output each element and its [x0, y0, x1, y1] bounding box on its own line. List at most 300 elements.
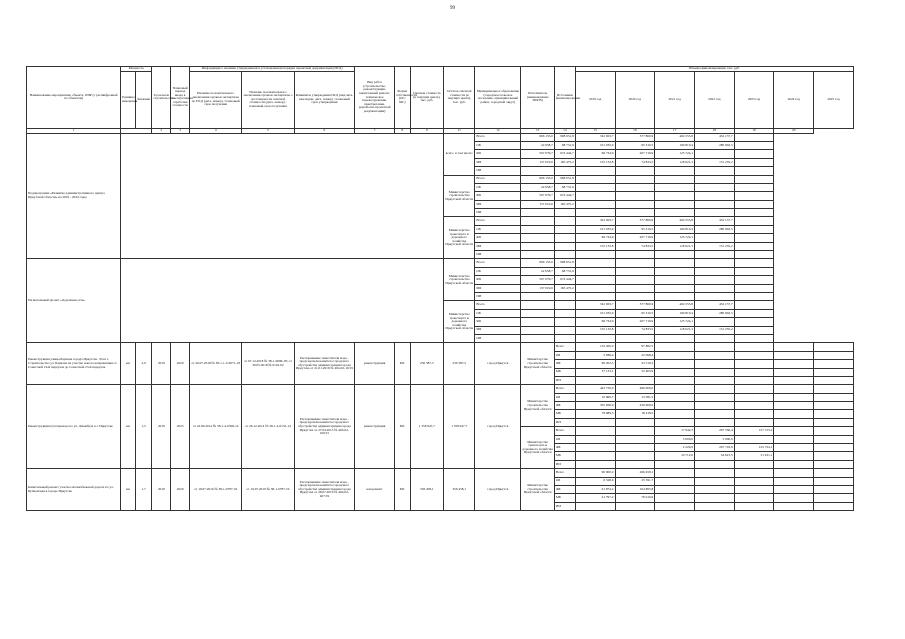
- amount-cell: [554, 251, 575, 259]
- executor-cell: Министерство строительства Иркутской области: [444, 259, 475, 301]
- amount-cell: 266 458,1: [615, 469, 655, 477]
- amount-cell: 23 510,2: [615, 360, 655, 368]
- remaining-cell: 356 458,1: [444, 469, 475, 511]
- col-num: 12: [475, 128, 521, 133]
- amount-cell: [655, 494, 695, 502]
- amount-cell: 155 133,8: [575, 242, 615, 250]
- amount-cell: [694, 192, 734, 200]
- amount-cell: [694, 284, 734, 292]
- amount-cell: 432 137,7: [694, 133, 734, 141]
- amount-cell: [655, 485, 695, 493]
- amount-cell: 666 155,0: [521, 133, 554, 141]
- amount-cell: 507 076,7: [521, 276, 554, 284]
- amount-cell: [694, 477, 734, 485]
- amount-cell: [814, 360, 854, 368]
- amount-cell: 165 475,2: [554, 158, 575, 166]
- amount-cell: [734, 485, 774, 493]
- hdr-remaining: Остаток сметной стоимости (в текущих ценах), тыс. руб.: [444, 67, 475, 129]
- amount-cell: [734, 183, 774, 191]
- amount-cell: [521, 301, 554, 309]
- amount-cell: 5 000,0: [694, 435, 734, 443]
- ownership-cell: МС: [394, 343, 410, 385]
- amount-cell: [575, 192, 615, 200]
- expertise-cell: от 22.09.2014 № 38-1-4-0309-14: [190, 385, 242, 469]
- amount-cell: [694, 150, 734, 158]
- approval-cell: Распоряжение заместителя мэра - председателя комитета городского обустройства администрации города Иркутска от 27.04.2015 № 404-02-106/15: [294, 385, 355, 469]
- amount-cell: [694, 469, 734, 477]
- amount-cell: [694, 376, 734, 384]
- amount-cell: 137 019,6: [521, 158, 554, 166]
- amount-cell: [575, 460, 615, 468]
- amount-cell: [615, 167, 655, 175]
- amount-cell: [814, 502, 854, 510]
- amount-cell: [694, 209, 734, 217]
- amount-cell: [575, 284, 615, 292]
- amount-cell: [615, 444, 655, 452]
- amount-cell: 404 555,8: [655, 301, 695, 309]
- amount-cell: 674 444,7: [554, 276, 575, 284]
- hdr-funding: Объемы финансирования, тыс. руб.: [575, 67, 853, 72]
- amount-cell: [655, 360, 695, 368]
- cost-expertise-cell: от 07.12.2018 № 38-1-0099-18; от 30.05.2018 № 0116-02: [242, 343, 294, 385]
- hdr-pd-positive: Наличие положительного заключения органов экспертизы по ПСД (дата, номер) / плановый срок получения: [190, 71, 242, 128]
- amount-cell: [734, 360, 774, 368]
- cost-expertise-cell: от 26.12.2014 № 38-1-4-0152-14: [242, 385, 294, 469]
- amount-cell: [734, 318, 774, 326]
- amount-cell: 280 902,5: [694, 225, 734, 233]
- amount-cell: [734, 200, 774, 208]
- amount-cell: [554, 318, 575, 326]
- amount-cell: 666 155,0: [521, 175, 554, 183]
- amount-cell: [694, 393, 734, 401]
- amount-cell: [655, 502, 695, 510]
- amount-cell: 908 651,8: [554, 259, 575, 267]
- source-cell: МБ: [554, 494, 575, 502]
- source-cell: Всего: [475, 259, 521, 267]
- amount-cell: 68 731,9: [554, 141, 575, 149]
- source-cell: МБ: [554, 452, 575, 460]
- estimate-cell: 356 458,1: [410, 469, 443, 511]
- funding-table-sheet: [26, 66, 854, 511]
- source-cell: ФБ: [475, 150, 521, 158]
- amount-cell: 207 716,9: [615, 318, 655, 326]
- col-num: 15: [575, 128, 615, 133]
- col-num: 20: [774, 128, 814, 133]
- amount-cell: [814, 402, 854, 410]
- amount-cell: [615, 427, 655, 435]
- amount-cell: [734, 217, 774, 225]
- amount-cell: [734, 141, 774, 149]
- approval-cell: Распоряжение заместителя мэра - председателя комитета городского обустройства администрации города Иркутска от 21.01.2019 № 404-02-10/19: [294, 343, 355, 385]
- amount-cell: [814, 393, 854, 401]
- amount-cell: 322 903,7: [575, 133, 615, 141]
- amount-cell: [694, 402, 734, 410]
- amount-cell: [814, 368, 854, 376]
- unit-cell: км: [121, 343, 136, 385]
- hdr-pd-group: Информация о наличии утвержденной в установленном порядке проектной документации (ПСД): [190, 67, 355, 72]
- amount-cell: [734, 133, 774, 141]
- source-cell: ФБ: [475, 318, 521, 326]
- hdr-municipality: Муниципальное образование (городское/сельское поселение, муниципальный район, городской округ): [475, 67, 521, 129]
- amount-cell: [655, 292, 695, 300]
- amount-cell: [655, 343, 695, 351]
- amount-cell: [655, 267, 695, 275]
- source-cell: МБ: [475, 200, 521, 208]
- amount-cell: 460 000,0: [615, 385, 655, 393]
- amount-cell: [814, 343, 854, 351]
- amount-cell: [694, 167, 734, 175]
- hdr-year-2023: 2023 год: [734, 71, 774, 128]
- source-cell: МБ: [475, 242, 521, 250]
- amount-cell: [521, 292, 554, 300]
- amount-cell: [774, 444, 814, 452]
- amount-cell: [734, 334, 774, 342]
- municipality-cell: город Иркутск: [475, 385, 521, 469]
- col-num: 18: [694, 128, 734, 133]
- table-row: [27, 343, 854, 351]
- amount-cell: [814, 477, 854, 485]
- unit-cell: км: [121, 469, 136, 511]
- amount-cell: [655, 259, 695, 267]
- amount-cell: [615, 502, 655, 510]
- amount-cell: 322 903,7: [575, 301, 615, 309]
- amount-cell: 125 724,1: [655, 234, 695, 242]
- amount-cell: [694, 200, 734, 208]
- amount-cell: [655, 402, 695, 410]
- amount-cell: [694, 351, 734, 359]
- amount-cell: [694, 410, 734, 418]
- funding-table: [26, 66, 854, 511]
- amount-cell: 68 731,9: [554, 183, 575, 191]
- amount-cell: [615, 452, 655, 460]
- amount-cell: [774, 452, 814, 460]
- amount-cell: [575, 292, 615, 300]
- amount-cell: 13 581,5: [615, 393, 655, 401]
- hdr-year-2024: 2024 год: [774, 71, 814, 128]
- amount-cell: [521, 334, 554, 342]
- source-cell: ИИ: [475, 167, 521, 175]
- amount-cell: [734, 368, 774, 376]
- executor-cell: Министерство строительства Иркутской области: [521, 385, 554, 427]
- hdr-estimate: Сметная стоимость (в текущих ценах), тыс. руб.: [410, 67, 443, 129]
- col-num: 5: [242, 128, 294, 133]
- amount-cell: 5 000,0: [655, 435, 695, 443]
- col-num: 11: [444, 128, 475, 133]
- amount-cell: [615, 276, 655, 284]
- amount-cell: 95 310,5: [615, 309, 655, 317]
- expertise-cell: от 19.07.2019 № 38-1-0787-19: [190, 469, 242, 511]
- amount-cell: [521, 234, 554, 242]
- hdr-power: Мощность: [121, 67, 152, 72]
- source-cell: ИИ: [554, 418, 575, 426]
- source-cell: Всего: [475, 217, 521, 225]
- amount-cell: [694, 251, 734, 259]
- amount-cell: 74 833,5: [615, 242, 655, 250]
- amount-cell: 151 235,2: [694, 158, 734, 166]
- executor-cell: Министерство транспорта и дорожного хозяйства Иркутской области: [444, 217, 475, 259]
- amount-cell: [734, 477, 774, 485]
- hdr-pd-cost: Наличие положительного заключения органов экспертизы о достоверности сметной стоимости (дата, номер) / плановый срок получения: [242, 71, 294, 128]
- amount-cell: [615, 251, 655, 259]
- amount-cell: [615, 175, 655, 183]
- municipality-cell: город Иркутск: [475, 343, 521, 385]
- amount-cell: 377 860,9: [615, 133, 655, 141]
- amount-cell: [694, 343, 734, 351]
- amount-cell: [655, 209, 695, 217]
- estimate-cell: 230 387,5: [410, 343, 443, 385]
- amount-cell: [734, 259, 774, 267]
- hdr-ownership: Форма собственности (ОС/МС): [394, 67, 410, 129]
- amount-cell: [734, 385, 774, 393]
- amount-cell: [575, 267, 615, 275]
- ownership-cell: МС: [394, 385, 410, 469]
- amount-cell: [575, 334, 615, 342]
- amount-cell: [575, 427, 615, 435]
- amount-cell: [774, 435, 814, 443]
- amount-cell: [615, 200, 655, 208]
- amount-cell: [774, 485, 814, 493]
- amount-cell: [734, 175, 774, 183]
- amount-cell: [734, 351, 774, 359]
- amount-cell: [615, 284, 655, 292]
- amount-cell: [694, 292, 734, 300]
- amount-cell: [734, 393, 774, 401]
- amount-cell: 155 133,8: [575, 326, 615, 334]
- hdr-executor: Исполнитель (наименование ИОГВ): [521, 67, 554, 129]
- amount-cell: 74 833,5: [615, 158, 655, 166]
- amount-cell: [575, 209, 615, 217]
- source-cell: ФБ: [554, 444, 575, 452]
- table-row: [27, 385, 854, 393]
- amount-cell: [655, 284, 695, 292]
- amount-cell: [774, 460, 814, 468]
- amount-cell: [694, 259, 734, 267]
- amount-cell: 507 076,7: [521, 150, 554, 158]
- amount-cell: [734, 267, 774, 275]
- amount-cell: [575, 183, 615, 191]
- work-type-cell: реконструкция: [355, 385, 395, 469]
- source-cell: ОБ: [475, 309, 521, 317]
- blank-cell: [121, 259, 444, 343]
- amount-cell: 118 021,3: [655, 242, 695, 250]
- amount-cell: [774, 469, 814, 477]
- item-name: Реконструкция путепровода по ул. Джамбула в г. Иркутске: [27, 385, 121, 469]
- amount-cell: 165 475,2: [554, 284, 575, 292]
- amount-cell: [734, 242, 774, 250]
- amount-cell: 160 810,4: [655, 141, 695, 149]
- amount-cell: [694, 485, 734, 493]
- amount-cell: 151 235,2: [694, 242, 734, 250]
- source-cell: ИИ: [475, 292, 521, 300]
- source-cell: ОБ: [554, 477, 575, 485]
- source-cell: ИИ: [475, 251, 521, 259]
- amount-cell: [655, 183, 695, 191]
- amount-cell: [554, 334, 575, 342]
- col-num: 17: [655, 128, 695, 133]
- col-num: 1: [27, 128, 121, 133]
- amount-cell: [615, 259, 655, 267]
- source-cell: ИИ: [554, 376, 575, 384]
- work-type-cell: реконструкция: [355, 343, 395, 385]
- source-cell: ИИ: [475, 334, 521, 342]
- amount-cell: [694, 368, 734, 376]
- amount-cell: 5 069,4: [575, 351, 615, 359]
- amount-cell: [814, 485, 854, 493]
- amount-cell: [774, 402, 814, 410]
- amount-cell: 355 000,0: [575, 402, 615, 410]
- amount-cell: [655, 167, 695, 175]
- amount-cell: 377 860,9: [615, 301, 655, 309]
- amount-cell: [554, 326, 575, 334]
- source-cell: Всего: [554, 343, 575, 351]
- amount-cell: [615, 376, 655, 384]
- amount-cell: [774, 494, 814, 502]
- amount-cell: [554, 225, 575, 233]
- hdr-value: Значение: [135, 71, 152, 128]
- amount-cell: 90 202,5: [575, 360, 615, 368]
- hdr-year-2020: 2020 год: [615, 71, 655, 128]
- col-num: 4: [190, 128, 242, 133]
- amount-cell: 2 229,9: [655, 444, 695, 452]
- amount-cell: [694, 183, 734, 191]
- item-name: Капитальный ремонт участка автомобильной дороги по ул. Купцовская в городе Иркутске: [27, 469, 121, 511]
- amount-cell: 97 882,5: [615, 343, 655, 351]
- source-cell: МБ: [475, 158, 521, 166]
- amount-cell: [655, 368, 695, 376]
- amount-cell: [734, 460, 774, 468]
- amount-cell: 22 068,4: [615, 351, 655, 359]
- amount-cell: 160 810,4: [655, 225, 695, 233]
- year-start-cell: 2019: [152, 343, 171, 385]
- amount-cell: [774, 502, 814, 510]
- amount-cell: [734, 435, 774, 443]
- source-cell: ФБ: [475, 192, 521, 200]
- amount-cell: [615, 267, 655, 275]
- amount-cell: 22 058,7: [521, 267, 554, 275]
- source-cell: Всего: [475, 175, 521, 183]
- amount-cell: 68 731,9: [554, 267, 575, 275]
- source-cell: ОБ: [475, 141, 521, 149]
- hdr-year-input: Плановый период ввода в эксплуатацию/отработки стоимости: [171, 67, 190, 129]
- col-num: 19: [734, 128, 774, 133]
- source-cell: ОБ: [475, 225, 521, 233]
- amount-cell: 37 133,1: [575, 368, 615, 376]
- executor-cell: Министерство строительства Иркутской области: [444, 175, 475, 217]
- amount-cell: 90 000,0: [575, 469, 615, 477]
- amount-cell: [655, 334, 695, 342]
- amount-cell: [734, 284, 774, 292]
- amount-cell: 66 734,9: [575, 234, 615, 242]
- amount-cell: 674 444,7: [554, 150, 575, 158]
- amount-cell: 207 716,9: [615, 234, 655, 242]
- value-cell: 2,0: [135, 343, 152, 385]
- amount-cell: [575, 502, 615, 510]
- amount-cell: 157 155,2: [734, 427, 774, 435]
- source-cell: ИИ: [554, 502, 575, 510]
- source-cell: ФБ: [475, 276, 521, 284]
- executor-cell: Министерство транспорта и дорожного хозяйства Иркутской области: [521, 427, 554, 469]
- source-cell: МБ: [475, 284, 521, 292]
- amount-cell: [694, 418, 734, 426]
- table-row: [27, 133, 854, 141]
- source-cell: ОБ: [475, 183, 521, 191]
- amount-cell: [554, 209, 575, 217]
- amount-cell: [615, 418, 655, 426]
- amount-cell: [655, 376, 695, 384]
- executor-cell: всего, в том числе:: [444, 133, 475, 175]
- amount-cell: [575, 175, 615, 183]
- amount-cell: 76 010,6: [615, 494, 655, 502]
- amount-cell: [615, 334, 655, 342]
- amount-cell: [655, 410, 695, 418]
- hdr-pd-approval: Реквизиты утверждения ПСД (вид акта, кем издан, дата, номер) / плановый срок утверждения: [294, 71, 355, 128]
- amount-cell: [694, 460, 734, 468]
- amount-cell: [814, 418, 854, 426]
- source-cell: ОБ: [554, 393, 575, 401]
- year-end-cell: 2020: [171, 469, 190, 511]
- amount-cell: [694, 175, 734, 183]
- amount-cell: [655, 477, 695, 485]
- amount-cell: [521, 242, 554, 250]
- amount-cell: [814, 427, 854, 435]
- estimate-cell: 1 358 947,7: [410, 385, 443, 469]
- amount-cell: [655, 175, 695, 183]
- amount-cell: 267 336,4: [694, 427, 734, 435]
- amount-cell: [814, 460, 854, 468]
- amount-cell: [655, 460, 695, 468]
- amount-cell: 432 137,7: [694, 217, 734, 225]
- amount-cell: 22 058,7: [521, 183, 554, 191]
- amount-cell: [655, 251, 695, 259]
- expertise-cell: от 26.07.2018 № 38-1-1-3-0071-18: [190, 343, 242, 385]
- amount-cell: 443 750,0: [575, 385, 615, 393]
- source-cell: ОБ: [554, 351, 575, 359]
- source-cell: ОБ: [554, 435, 575, 443]
- amount-cell: [554, 242, 575, 250]
- amount-cell: [655, 192, 695, 200]
- amount-cell: 74 833,5: [615, 326, 655, 334]
- amount-cell: 78 089,3: [575, 410, 615, 418]
- amount-cell: [554, 217, 575, 225]
- amount-cell: 52 403,9: [615, 368, 655, 376]
- amount-cell: [734, 410, 774, 418]
- amount-cell: 132 405,0: [575, 343, 615, 351]
- amount-cell: [575, 276, 615, 284]
- unit-cell: км: [121, 385, 136, 469]
- amount-cell: [554, 234, 575, 242]
- amount-cell: [774, 368, 814, 376]
- amount-cell: 66 734,9: [575, 150, 615, 158]
- hdr-sources: Источники финансирования: [554, 67, 575, 129]
- amount-cell: [575, 376, 615, 384]
- item-name: Реконструкция улицы Баумана города Иркутска. Этап 1. Строительство ул. Баумана на участке нового направления от Советской 16-й переулок до Советской 23-й переулок: [27, 343, 121, 385]
- amount-cell: [734, 167, 774, 175]
- amount-cell: 6 328,6: [575, 477, 615, 485]
- work-type-cell: кап.ремонт: [355, 469, 395, 511]
- col-num: 9: [410, 128, 443, 133]
- amount-cell: [615, 192, 655, 200]
- amount-cell: 54 621,5: [694, 452, 734, 460]
- amount-cell: [694, 276, 734, 284]
- amount-cell: [655, 351, 695, 359]
- amount-cell: [774, 351, 814, 359]
- hdr-name: Наименование мероприятия, объекта, ПИР (с расшифровкой по объектам): [27, 67, 121, 129]
- amount-cell: [814, 385, 854, 393]
- hdr-year-2022: 2022 год: [694, 71, 734, 128]
- amount-cell: [734, 376, 774, 384]
- col-num: 3: [171, 128, 190, 133]
- amount-cell: [814, 452, 854, 460]
